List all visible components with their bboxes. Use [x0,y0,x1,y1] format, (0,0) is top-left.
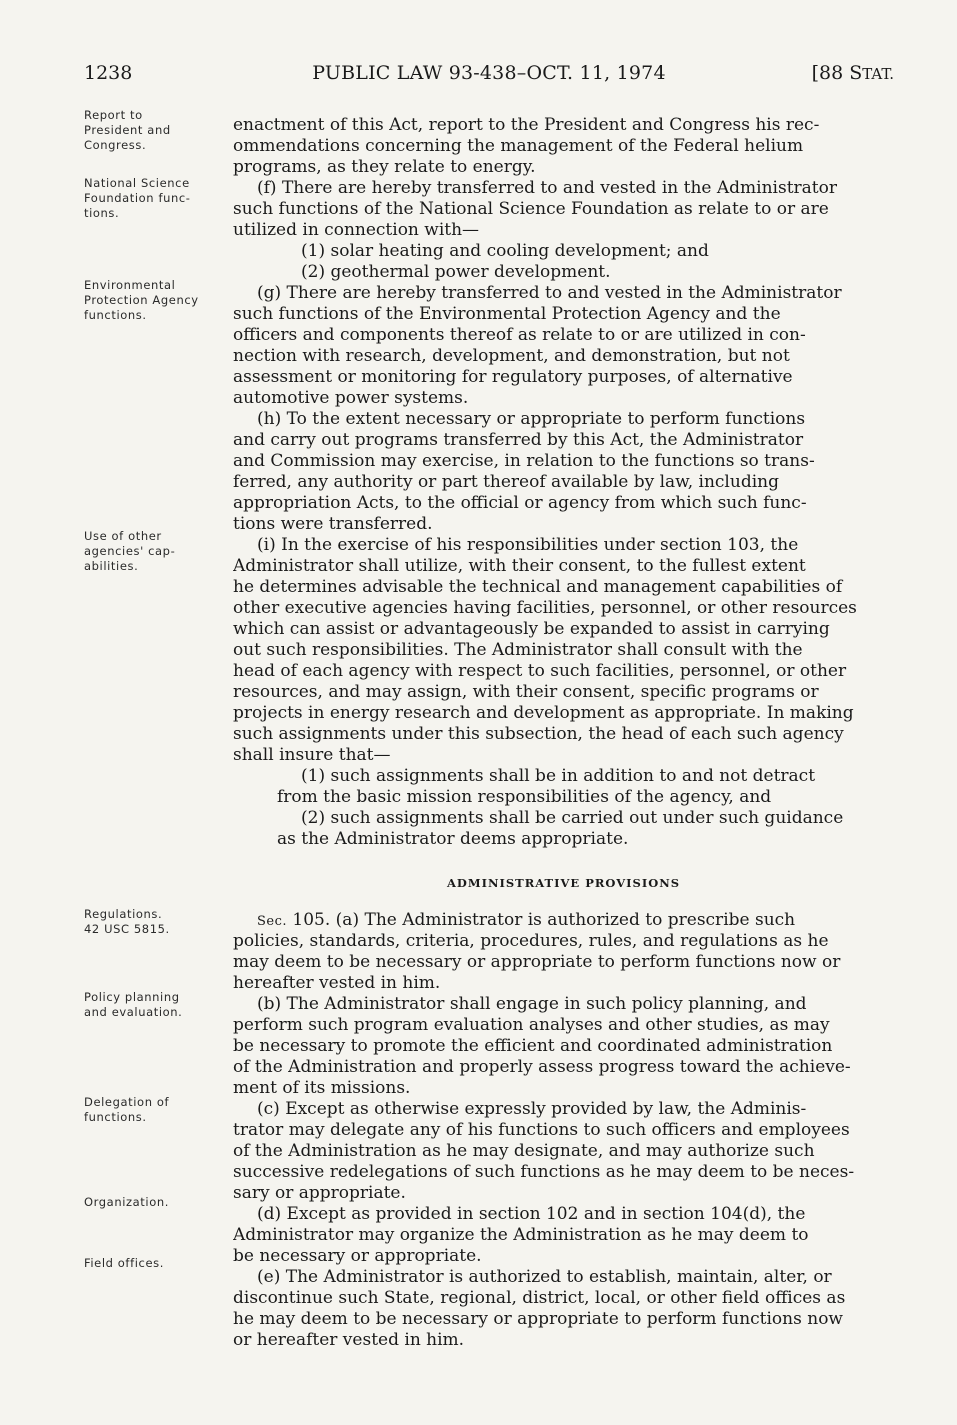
body-line [233,910,894,931]
body-line: be necessary to promote the efficient and coordinated administration [233,1036,833,1056]
margin-note-line: Organization. [84,1195,169,1209]
body-line: which can assist or advantageously be expanded to assist in carrying [233,619,830,639]
body-line: and Commission may exercise, in relation to the functions so trans- [233,451,815,471]
body-text-b [233,910,894,1351]
margin-note-line: and evaluation. [84,1005,183,1019]
margin-note-line: National Science [84,176,190,190]
margin-note-report [84,108,232,153]
body-line: (f) There are hereby transferred to and vested in the Administrator [257,178,837,198]
margin-note-line: functions. [84,1110,147,1124]
margin-note-line: Use of other [84,529,162,543]
body-line: (b) The Administrator shall engage in such policy planning, and [257,994,807,1014]
margin-note-line: Congress. [84,138,147,152]
body-line: (2) geothermal power development. [301,262,611,282]
body-line: and carry out programs transferred by this Act, the Administrator [233,430,804,450]
body-line: (g) There are hereby transferred to and vested in the Administrator [257,283,842,303]
margin-note-line: agencies' cap- [84,544,176,558]
body-line: he determines advisable the technical and management capabilities of [233,577,843,597]
body-line: trator may delegate any of his functions to such officers and employees [233,1120,850,1140]
margin-note-line: functions. [84,308,147,322]
body-line: out such responsibilities. The Administrator shall consult with the [233,640,803,660]
volume-suffix: TAT. [862,65,894,83]
body-line: automotive power systems. [233,388,469,408]
margin-note-agencies [84,529,232,574]
body-line: ment of its missions. [233,1078,411,1098]
body-line: nection with research, development, and demonstration, but not [233,346,790,366]
body-line: sary or appropriate. [233,1183,406,1203]
margin-note-line: Delegation of [84,1095,170,1109]
margin-note-line: Regulations. [84,907,163,921]
body-line: (d) Except as provided in section 102 and in section 104(d), the [257,1204,806,1224]
body-line: assessment or monitoring for regulatory purposes, of alternative [233,367,793,387]
body-line: (1) such assignments shall be in addition to and not detract [301,766,816,786]
body-line: of the Administration as he may designate, and may authorize such [233,1141,815,1161]
margin-note-line: abilities. [84,559,139,573]
body-line: of the Administration and properly assess progress toward the achieve- [233,1057,851,1077]
margin-note-line: Report to [84,108,143,122]
volume-citation [812,62,894,84]
body-line: Administrator may organize the Administration as he may deem to [233,1225,809,1245]
body-line: (c) Except as otherwise expressly provided by law, the Adminis- [257,1099,807,1119]
section-heading: ADMINISTRATIVE PROVISIONS [446,876,681,890]
margin-note-line: Field offices. [84,1256,164,1270]
body-line: officers and components thereof as relate to or are utilized in con- [233,325,806,345]
body-line: be necessary or appropriate. [233,1246,482,1266]
body-line: resources, and may assign, with their consent, specific programs or [233,682,819,702]
body-line: shall insure that— [233,745,391,765]
body-line: (e) The Administrator is authorized to establish, maintain, alter, or [257,1267,832,1287]
margin-note-line: Environmental [84,278,176,292]
body-line: such functions of the Environmental Protection Agency and the [233,304,781,324]
body-line: enactment of this Act, report to the President and Congress his rec- [233,115,820,135]
body-line: head of each agency with respect to such facilities, personnel, or other [233,661,847,681]
margin-note-epa [84,278,232,323]
body-line: or hereafter vested in him. [233,1330,465,1350]
margin-note-delegation [84,1095,232,1125]
body-line: (i) In the exercise of his responsibilities under section 103, the [257,535,799,555]
body-line: ommendations concerning the management of the Federal helium [233,136,804,156]
margin-note-line: President and [84,123,171,137]
body-line: may deem to be necessary or appropriate to perform functions now or [233,952,841,972]
margin-note-policy [84,990,232,1020]
margin-note-field-offices [84,1256,232,1271]
body-line: appropriation Acts, to the official or agency from which such func- [233,493,807,513]
body-line: tions were transferred. [233,514,433,534]
body-line: perform such program evaluation analyses and other studies, as may [233,1015,830,1035]
running-title: PUBLIC LAW 93-438–OCT. 11, 1974 [312,62,666,84]
body-line: such functions of the National Science Foundation as relate to or are [233,199,829,219]
margin-note-line: tions. [84,206,120,220]
body-line: ferred, any authority or part thereof available by law, including [233,472,779,492]
margin-note-organization [84,1195,232,1210]
page-number: 1238 [84,62,133,84]
body-line: as the Administrator deems appropriate. [277,829,629,849]
body-line: successive redelegations of such functions as he may deem to be neces- [233,1162,855,1182]
body-line: from the basic mission responsibilities of the agency, and [277,787,772,807]
body-line: policies, standards, criteria, procedures, rules, and regulations as he [233,931,829,951]
body-line: projects in energy research and development as appropriate. In making [233,703,854,723]
body-line: hereafter vested in him. [233,973,441,993]
margin-note-line: Protection Agency [84,293,199,307]
body-line: programs, as they relate to energy. [233,157,536,177]
body-line: discontinue such State, regional, district, local, or other field offices as [233,1288,846,1308]
margin-note-line: 42 USC 5815. [84,922,170,936]
body-line: (1) solar heating and cooling development; and [301,241,709,261]
body-line: he may deem to be necessary or appropriate to perform functions now [233,1309,843,1329]
body-line: utilized in connection with— [233,220,480,240]
margin-note-line: Policy planning [84,990,180,1004]
body-line: such assignments under this subsection, the head of each such agency [233,724,844,744]
margin-note-line: Foundation func- [84,191,191,205]
section-label: Sec. [257,914,288,929]
body-line-text: 105. (a) The Administrator is authorized to prescribe such [287,910,796,930]
body-line: (h) To the extent necessary or appropriate to perform functions [257,409,806,429]
body-line: (2) such assignments shall be carried out under such guidance [301,808,844,828]
body-line: Administrator shall utilize, with their consent, to the fullest extent [233,556,806,576]
body-line: other executive agencies having facilities, personnel, or other resources [233,598,857,618]
volume-prefix: [88 S [811,62,863,84]
margin-note-regulations [84,907,232,937]
margin-note-nsf [84,176,232,221]
body-text-a [233,115,894,850]
running-header [84,62,894,88]
